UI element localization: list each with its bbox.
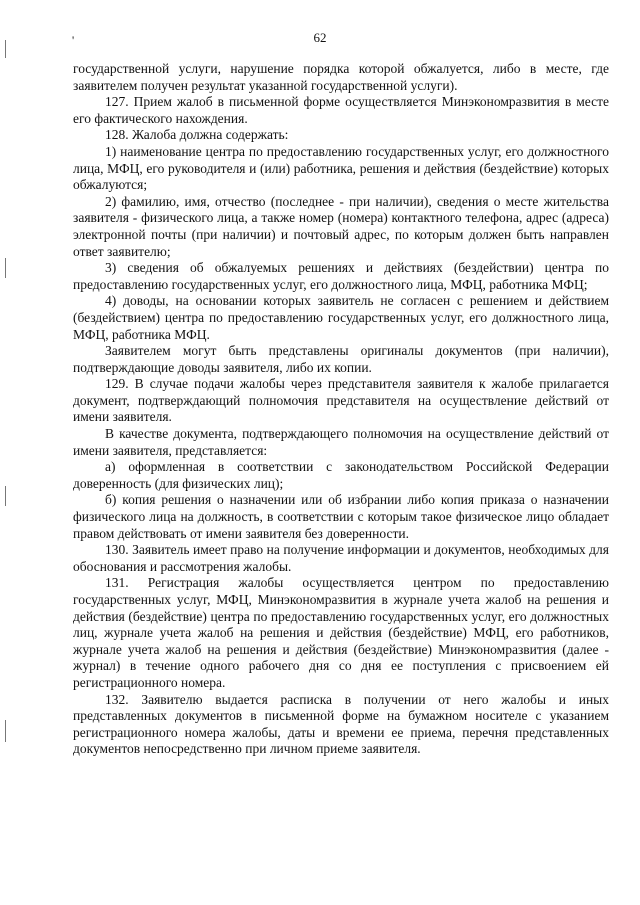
list-item-1: 1) наименование центра по предоставлению государственных услуг, его должностного лица, МФЦ, его руководителя и (или) работника, решения и действия (бездействие) которых обжалуются; [73,143,609,193]
list-item-b: б) копия решения о назначении или об избрании либо копия приказа о назначении физического лица на должность, в соответствии с которым такое физическое лицо обладает правом действовать от имени заявителя без доверенности. [73,492,609,541]
paragraph-continuation: государственной услуги, нарушение порядка которой обжалуется, либо в месте, где заявителем получен результат указанной государственной услуги). [73,61,609,93]
list-item-4: 4) доводы, на основании которых заявитель не согласен с решением и действием (бездействием) центра по предоставлению государственных услуг, его должностного лица, МФЦ, работника МФЦ. [73,293,609,342]
list-item-3: 3) сведения об обжалуемых решениях и действиях (бездействии) центра по предоставлению государственных услуг, его должностного лица, МФЦ, работника МФЦ; [73,260,609,292]
document-body [73,61,609,758]
paragraph-127: 127. Прием жалоб в письменной форме осуществляется Минэкономразвития в месте его фактического нахождения. [73,94,609,126]
binding-mark-lower [5,486,6,506]
corner-mark: ' [72,33,75,47]
paragraph-128: 128. Жалоба должна содержать: [105,127,289,143]
binding-mark-bottom [5,720,6,742]
page-number: 62 [313,30,327,45]
binding-mark-middle [5,258,6,278]
paragraph-document-types: В качестве документа, подтверждающего полномочия на осуществление действий от имени заявителя, представляется: [73,426,609,458]
paragraph-129: 129. В случае подачи жалобы через представителя заявителя к жалобе прилагается документ, подтверждающий полномочия представителя на осуществление действий от имени заявителя. [73,376,609,425]
paragraph-131: 131. Регистрация жалобы осуществляется центром по предоставлению государственных услуг, МФЦ, Минэкономразвития в журнале учета жалоб на решения и действия (бездействие) центра по предоставлению государственных услуг, его должностных лиц, журнале учета жалоб на решения и действия (бездействие) МФЦ, его работников, журнале учета жалоб на решения и действия (бездействие) Минэкономразвития (далее - журнал) в течение одного рабочего дня со дня ее поступления с присвоением ей регистрационного номера. [73,575,609,690]
paragraph-132: 132. Заявителю выдается расписка в получении от него жалобы и иных представленных документов в письменной форме на бумажном носителе с указанием регистрационного номера жалобы, даты и времени ее приема, перечня представленных документов непосредственно при личном приеме заявителя. [73,691,609,757]
paragraph-originals: Заявителем могут быть представлены оригиналы документов (при наличии), подтверждающие доводы заявителя, либо их копии. [73,343,609,375]
list-item-2: 2) фамилию, имя, отчество (последнее - при наличии), сведения о месте жительства заявителя - физического лица, а также номер (номера) контактного телефона, адрес (адреса) электронной почты (при наличии) и почтовый адрес, по которым должен быть направлен ответ заявителю; [73,193,609,259]
paragraph-130: 130. Заявитель имеет право на получение информации и документов, необходимых для обоснования и рассмотрения жалобы. [73,542,609,574]
list-item-a: а) оформленная в соответствии с законодательством Российской Федерации доверенность (для физических лиц); [73,459,609,491]
